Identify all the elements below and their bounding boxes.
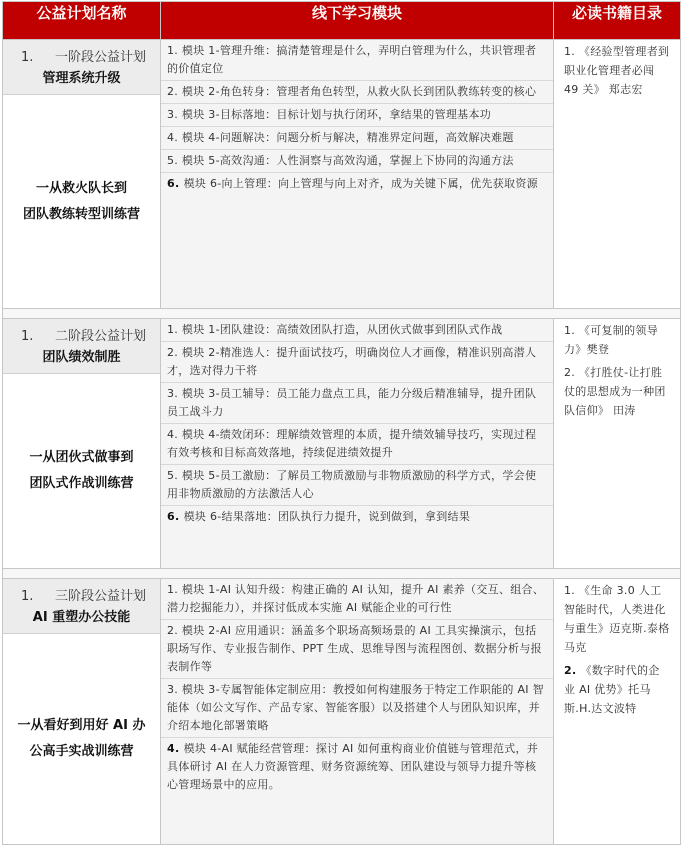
book-item: 1. 《生命 3.0 人工智能时代，人类进化与重生》迈克斯.泰格马克 [564,584,670,654]
program-table [2,1,681,845]
stage-subtitle: 管理系统升级 [42,71,121,86]
camp-line-2: 团队式作战训练营 [29,476,134,491]
section-row-2 [3,319,681,569]
module-item: 3. 模块 3-专属智能体定制应用：教授如何构建服务于特定工作职能的 AI 智能体（如公文写作、产品专家、智能客服）以及搭建个人与团队知识库，并介绍本地化部署策略 [161,679,553,738]
stage-number: 1. [21,589,34,604]
book-list [554,579,680,720]
section-row-3 [3,579,681,845]
book-list [554,319,680,422]
camp-name [3,374,160,568]
stage-name: 二阶段公益计划 [55,329,147,344]
modules-cell [161,579,554,845]
plan-cell [3,40,161,309]
modules-cell [161,319,554,569]
camp-line-1: 一从救火队长到 [35,180,127,196]
module-item: 6. 模块 6-向上管理：向上管理与向上对齐，成为关键下属，优先获取资源 [167,177,538,190]
modules-cell [161,40,554,309]
module-item: 2. 模块 2-AI 应用通识：涵盖多个职场高频场景的 AI 工具实操演示，包括职场写作、专业报告制作、PPT 生成、思维导图与流程图创、数据分析与报表制作等 [161,620,553,679]
camp-line-2: 团队教练转型训练营 [22,206,140,222]
books-cell [554,40,681,309]
section-gap [3,309,681,319]
stage-number: 1. [21,329,34,344]
camp-line-1: 一从团伙式做事到 [29,450,134,465]
section-gap [3,569,681,579]
book-item: 2. 《数字时代的企业 AI 优势》托马斯.H.达文波特 [564,664,660,715]
module-item: 1. 模块 1-管理升维：搞清楚管理是什么，弄明白管理为什么，共识管理者的价值定位 [161,40,553,81]
book-item: 1. 《可复制的领导力》樊登 [564,324,659,356]
module-item: 6. 模块 6-结果落地：团队执行力提升，说到做到，拿到结果 [167,510,471,523]
books-cell [554,319,681,569]
header-modules: 线下学习模块 [161,2,554,40]
stage-number: 1. [21,50,34,65]
camp-name [3,95,160,308]
books-cell [554,579,681,845]
header-plan-name: 公益计划名称 [3,2,161,40]
stage-name: 三阶段公益计划 [55,589,147,604]
section-row-1 [3,40,681,309]
header-row [3,2,681,40]
plan-cell [3,319,161,569]
module-item: 3. 模块 3-目标落地：目标计划与执行闭环，拿结果的管理基本功 [161,104,553,127]
module-item: 4. 模块 4-问题解决：问题分析与解决，精准界定问题，高效解决难题 [161,127,553,150]
module-item: 2. 模块 2-角色转身：管理者角色转型，从救火队长到团队教练转变的核心 [161,81,553,104]
module-item: 5. 模块 5-员工激励：了解员工物质激励与非物质激励的科学方式，学会使用非物质激励的方法激活人心 [161,465,553,506]
camp-name [3,634,160,844]
module-item: 1. 模块 1-团队建设：高绩效团队打造，从团伙式做事到团队式作战 [161,319,553,342]
book-list [554,40,680,101]
module-item: 4. 模块 4-绩效闭环：理解绩效管理的本质，提升绩效辅导技巧，实现过程有效考核和目标高效落地，持续促进绩效提升 [161,424,553,465]
stage-subtitle: 团队绩效制胜 [42,350,121,365]
camp-line-2: 公高手实战训练营 [29,744,134,759]
plan-cell [3,579,161,845]
header-books: 必读书籍目录 [554,2,681,40]
book-item: 2. 《打胜仗-让打胜仗的思想成为一种团队信仰》 田涛 [564,366,666,417]
module-item: 2. 模块 2-精准选人：提升面试技巧，明确岗位人才画像，精准识别高潜人才，选对得力干将 [161,342,553,383]
module-item: 3. 模块 3-员工辅导：员工能力盘点工具，能力分级后精准辅导，提升团队员工战斗力 [161,383,553,424]
stage-name: 一阶段公益计划 [55,50,147,65]
book-item: 1. 《经验型管理者到职业化管理者必闯 49 关》 郑志宏 [564,45,670,96]
stage-header [3,40,160,95]
module-item: 4. 模块 4-AI 赋能经营管理：探讨 AI 如何重构商业价值链与管理范式，并具体研讨 AI 在人力资源管理、财务资源统筹、团队建设与领导力提升等核心管理场景中的应用。 [167,742,539,791]
module-item: 1. 模块 1-AI 认知升级：构建正确的 AI 认知，提升 AI 素养（交互、组合、潜力挖掘能力），并探讨低成本实施 AI 赋能企业的可行性 [161,579,553,620]
module-item: 5. 模块 5-高效沟通：人性洞察与高效沟通，掌握上下协同的沟通方法 [161,150,553,173]
camp-line-1: 一从看好到用好 AI 办 [17,718,146,733]
stage-header [3,579,160,634]
stage-subtitle: AI 重塑办公技能 [32,610,131,625]
stage-header [3,319,160,374]
